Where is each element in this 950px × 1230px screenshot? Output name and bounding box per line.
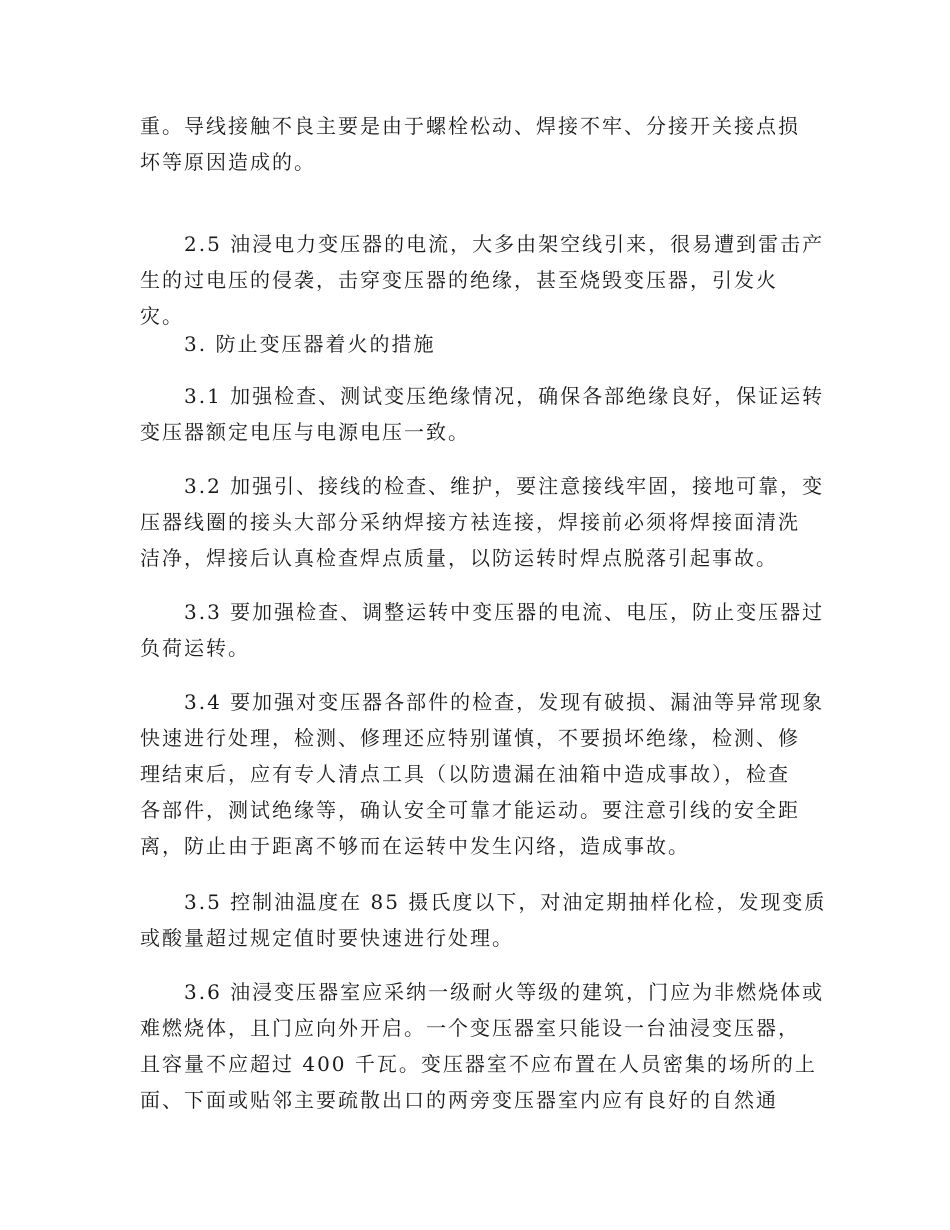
text-line: 3.6 油浸变压器室应采纳一级耐火等级的建筑，门应为非燃烧体或: [184, 980, 825, 1004]
text-line: 2.5 油浸电力变压器的电流，大多由架空线引来，很易遭到雷击产: [184, 232, 825, 256]
paragraph-3-2: [140, 468, 825, 576]
paragraph-3-6: [140, 974, 825, 1118]
text-line: 生的过电压的侵袭，击穿变压器的绝缘，甚至烧毁变压器，引发火: [140, 268, 778, 292]
text-line: 面、下面或贴邻主要疏散出口的两旁变压器室内应有良好的自然通: [140, 1088, 778, 1112]
text-line: 坏等原因造成的。: [140, 150, 316, 174]
text-line: 各部件，测试绝缘等，确认安全可靠才能运动。要注意引线的安全距: [140, 798, 800, 822]
text-line: 3.2 加强引、接线的检查、维护，要注意接线牢固，接地可靠，变: [184, 474, 825, 498]
section-heading-3: [140, 326, 820, 362]
text-line: 快速进行处理，检测、修理还应特别谨慎，不要损坏绝缘，检测、修: [140, 726, 800, 750]
text-line: 3.3 要加强检查、调整运转中变压器的电流、电压，防止变压器过: [184, 600, 825, 624]
text-line: 3. 防止变压器着火的措施: [184, 332, 436, 356]
paragraph-continued: [140, 108, 820, 180]
paragraph-3-4: [140, 684, 825, 864]
text-line: 离，防止由于距离不够而在运转中发生闪络，造成事故。: [140, 834, 690, 858]
paragraph-3-5: [140, 884, 827, 956]
text-line: 变压器额定电压与电源电压一致。: [140, 420, 470, 444]
text-line: 洁净，焊接后认真检查焊点质量，以防运转时焊点脱落引起事故。: [140, 546, 778, 570]
text-line: 负荷运转。: [140, 636, 250, 660]
paragraph-3-1: [140, 378, 825, 450]
text-line: 3.1 加强检查、测试变压绝缘情况，确保各部绝缘良好，保证运转: [184, 384, 825, 408]
text-line: 3.5 控制油温度在 85 摄氏度以下，对油定期抽样化检，发现变质: [184, 890, 827, 914]
text-line: 重。导线接触不良主要是由于螺栓松动、焊接不牢、分接开关接点损: [140, 114, 800, 138]
text-line: 或酸量超过规定值时要快速进行处理。: [140, 926, 514, 950]
text-line: 且容量不应超过 400 千瓦。变压器室不应布置在人员密集的场所的上: [140, 1052, 817, 1076]
text-line: 压器线圈的接头大部分采纳焊接方袪连接，焊接前必须将焊接面清洗: [140, 510, 800, 534]
text-line: 3.4 要加强对变压器各部件的检查，发现有破损、漏油等异常现象: [184, 690, 825, 714]
paragraph-3-3: [140, 594, 825, 666]
paragraph-2-5: [140, 226, 825, 334]
text-line: 难燃烧体，且门应向外开启。一个变压器室只能设一台油浸变压器，: [140, 1016, 800, 1040]
text-line: 灾。: [140, 304, 184, 328]
text-line: 理结束后，应有专人清点工具（以防遗漏在油箱中造成事故），检查: [140, 762, 790, 786]
